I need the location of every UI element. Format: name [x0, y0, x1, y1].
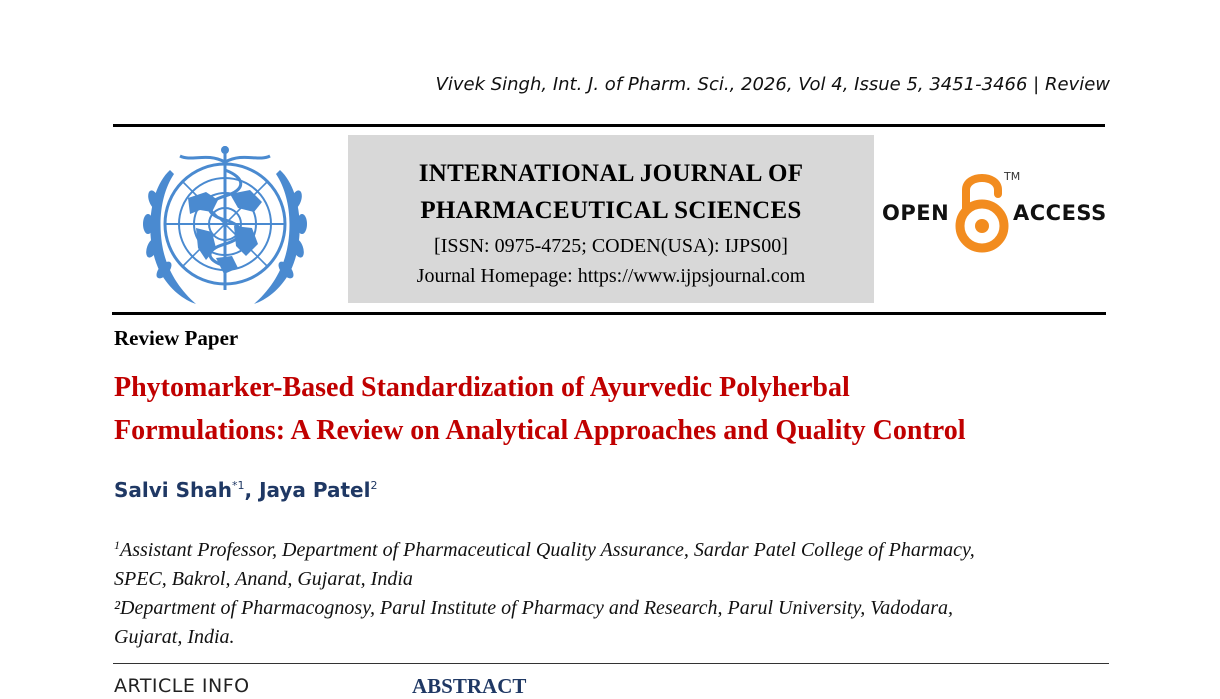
- journal-name-line2: PHARMACEUTICAL SCIENCES: [420, 197, 802, 224]
- open-access-trademark: TM: [1004, 170, 1021, 183]
- paper-title-line2: Formulations: A Review on Analytical Approaches and Quality Control: [114, 415, 966, 446]
- affiliation-text: Department of Pharmacognosy, Parul Institute of Pharmacy and Research, Parul University, Vadodara,: [120, 597, 954, 619]
- author-separator: ,: [244, 478, 260, 502]
- affiliation-line: [114, 531, 1114, 565]
- author-affiliation-marker: 2: [370, 479, 378, 492]
- open-access-badge: [880, 168, 1108, 254]
- un-emblem-icon: [126, 140, 324, 308]
- author-name[interactable]: Jaya Patel: [259, 478, 371, 502]
- running-header-citation: Vivek Singh, Int. J. of Pharm. Sci., 2026, Vol 4, Issue 5, 3451-3466 | Review: [435, 74, 1110, 95]
- paper-type: Review Paper: [114, 326, 239, 350]
- open-access-access-label: ACCESS: [1013, 201, 1107, 225]
- affiliation-line: SPEC, Bakrol, Anand, Gujarat, India: [114, 568, 413, 590]
- affiliation-text: Assistant Professor, Department of Pharmaceutical Quality Assurance, Sardar Patel College of Pharmacy,: [120, 539, 975, 561]
- journal-name-line1: INTERNATIONAL JOURNAL OF: [418, 160, 804, 187]
- article-info-heading: ARTICLE INFO: [114, 675, 250, 697]
- header-rule-bottom: [112, 312, 1106, 315]
- open-access-lock-icon: [954, 168, 1010, 254]
- abstract-heading: ABSTRACT: [412, 674, 527, 698]
- affiliation-marker: 1: [114, 538, 120, 552]
- section-divider: [113, 663, 1109, 664]
- affiliation-line: [114, 594, 1114, 623]
- journal-logo: [126, 140, 324, 308]
- author-name[interactable]: Salvi Shah: [114, 478, 232, 502]
- journal-name: [348, 155, 874, 229]
- author-affiliation-marker: *1: [232, 479, 245, 492]
- journal-homepage[interactable]: Journal Homepage: https://www.ijpsjournal.com: [416, 265, 806, 287]
- paper-title: [114, 366, 1114, 452]
- author-list: [114, 478, 377, 502]
- affiliation-marker: ²: [114, 597, 120, 619]
- paper-title-line1: Phytomarker-Based Standardization of Ayurvedic Polyherbal: [114, 372, 850, 403]
- journal-issn: [ISSN: 0975-4725; CODEN(USA): IJPS00]: [434, 235, 788, 257]
- affiliations: [114, 531, 1114, 652]
- affiliation-line: Gujarat, India.: [114, 626, 235, 648]
- open-access-open-label: OPEN: [882, 201, 950, 225]
- header-rule-top: [113, 124, 1105, 127]
- journal-masthead: [348, 135, 874, 303]
